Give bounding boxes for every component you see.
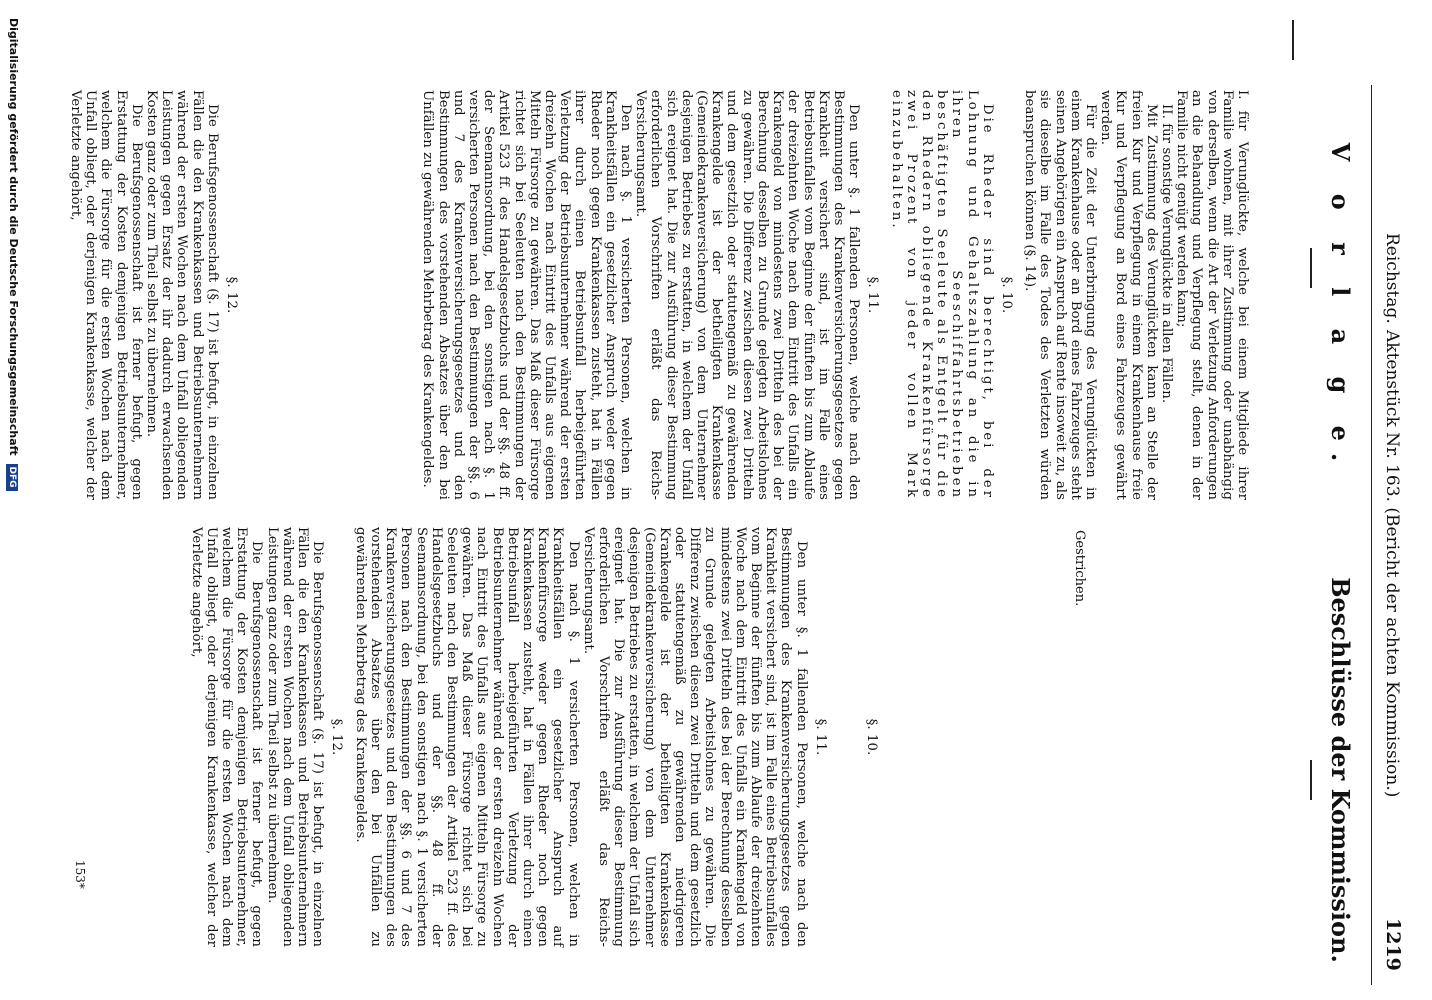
section-heading: §. 12. [329,718,345,756]
section-heading: §. 10. [998,276,1014,314]
paragraph: Den unter §. 1 fallenden Personen, welche nach den Bestimmungen des Krankenversicherungsgesetzes gegen Krankheit versichert sind, ist im Falle eines Betriebsunfalles vom Beginne der fünften bis zum Ablaufe der dreizehnten Woche nach dem Eintritt des Unfalls ein Krankengeld von mindestens zwei Dritteln des bei der Berechnung desselben zu Grunde gelegten Arbeitslohnes zu gewähren. Die Differenz zwischen diesen zwei Dritteln und dem gesetzlich oder statutengemäß zu gewährenden Krankengelde ist der betheiligten Krankenkasse (Gemeindekrankenversicherung) von dem Unternehmer desjenigen Betriebes zu erstatten, in welchem der Unfall sich ereignet hat. Die zur Ausführung dieser Bestimmung erforderlichen Vorschriften erläßt das Reichs-Versicherungsamt. [633,90,862,500]
paragraph: Den nach §. 1 versicherten Personen, welchen in Krankheitsfällen ein gesetzlicher Anspruch weder gegen Rheder noch gegen Krankenkassen zusteht, hat in Fällen ihrer durch einen Betriebsunfall herbeigeführten Verletzung der Betriebsunternehmer während der ersten dreizehn Wochen nach Eintritt des Unfalls aus eigenen Mitteln Fürsorge zu gewähren. Das Maß dieser Fürsorge richtet sich bei Seeleuten nach den Bestimmungen der Artikel 523 ff. des Handelsgesetzbuchs und der §§. 48 ff. der Seemannsordnung, bei den sonstigen nach §. 1 versicherten Personen nach den Bestimmungen der §§. 6 und 7 des Krankenversicherungsgesetzes und den Bestimmungen des vorstehenden Absatzes über den bei Unfällen zu gewährenden Mehrbetrag des Krankengeldes. [420,90,634,500]
section-heading: §. 11. [812,718,828,756]
page-header [1378,0,1418,1000]
right-column [188,527,887,947]
section-heading: §. 10. [864,718,879,756]
paragraph: Den nach §. 1 versicherten Personen, welchen in Krankheitsfällen ein gesetzlicher Anspruch auf Krankenfürsorge weder gegen Rheder noch gegen Krankenkassen zusteht, hat in Fällen ihrer durch einen Betriebsunfall herbeigeführten Verletzung der Betriebsunternehmer während der ersten dreizehn Wochen nach Eintritt des Unfalls aus eigenen Mitteln Fürsorge zu gewähren. Das Maß dieser Fürsorge richtet sich bei Seeleuten nach den Bestimmungen der Artikel 523 ff. des Handelsgesetzbuchs und der §§. 48 ff. der Seemannsordnung, bei den sonstigen nach §. 1 versicherten Personen nach den Bestimmungen der §§. 6 und 7 des Krankenversicherungsgesetzes und den Bestimmungen des vorstehenden Absatzes über den bei Unfällen zu gewährenden Mehrbetrag des Krankengeldes. [352,527,581,947]
left-title-rule [1310,248,1312,288]
right-column-title: Beschlüsse der Kommission. [1326,577,1355,963]
header-rule [1371,85,1372,985]
section-heading: §. 11. [865,276,881,314]
paragraph: Für die Zeit der Unterbringung des Verunglückten in einem Krankenhause oder an Bord eines Fahrzeuges steht seinen Angehörigen ein Anspruch auf Rente insoweit zu, als sie dieselbe im Falle des Todes des Verletzten würden beanspruchen können (§. 14). [1022,90,1098,500]
paragraph: Die Berufsgenossenschaft ist ferner befugt, gegen Erstattung der Kosten demjenigen Betriebsunternehmer, welchem die Fürsorge für die ersten Wochen nach dem Unfall obliegt, oder derjenigen Krankenkasse, welcher der Verletzte angehört, [67,90,144,500]
paragraph: I. für Verunglückte, welche bei einem Mitgliede ihrer Familie wohnen, mit ihrer Zustimmung oder unabhängig von derselben, wenn die Art der Verletzung Anforderungen an die Behandlung und Verpflegung stellt, denen in der Familie nicht genügt werden kann; [1174,90,1250,500]
left-column-part-b [68,90,247,500]
digitization-credit-text: Digitalisierung gefördert durch die Deutsche Forschungsgemeinschaft [7,18,20,456]
paragraph: Die Rheder sind berechtigt, bei der Lohnung und Gehaltszahlung an die in ihren Seeschiffahrtsbetrieben beschäftigten Seeleute als Entgelt für die den Rhedern obliegende Krankenfürsorge zwei Prozent von jeder vollen Mark einzubehalten. [888,90,995,500]
left-column-title: V o r l a g e. [1326,142,1355,474]
paragraph: Die Berufsgenossenschaft (§. 17) ist befugt, in einzelnen Fällen die den Krankenkassen und Betriebsunternehmern während der ersten Wochen nach dem Unfall obliegenden Leistungen gegen Ersatz der ihr dadurch erwachsenden Kosten ganz oder zum Theil selbst zu übernehmen. [143,90,220,500]
gestrichen-note: Gestrichen. [1072,530,1087,607]
paragraph: Mit Zustimmung des Verunglückten kann an Stelle der freien Kur und Verpflegung in einem Krankenhause freie Kur und Verpflegung an Bord eines Fahrzeuges gewährt werden. [1098,90,1159,500]
paragraph: Die Berufsgenossenschaft (§. 17) ist befugt, in einzelnen Fällen die den Krankenkassen und Betriebsunternehmern während der ersten Wochen nach dem Unfall obliegenden Leistungen ganz oder zum Theil selbst zu übernehmen. [264,527,326,947]
page-number: 1219 [1382,918,1404,971]
dfg-logo: DFG [6,464,18,491]
top-left-rule [1292,20,1294,60]
page-footer-signature: 153* [73,860,87,889]
digitization-credit [7,18,20,491]
section-heading: §. 12. [224,276,239,314]
paragraph: II. für sonstige Verunglückte in allen Fällen. [1158,104,1174,404]
paragraph: Die Berufsgenossenschaft ist ferner befugt, gegen Erstattung der Kosten demjenigen Betriebsunternehmer, welchem die Fürsorge für die ersten Wochen nach dem Unfall obliegt, oder derjenigen Krankenkasse, welcher der Verletzte angehört, [188,527,265,947]
header-reichstag: Reichstag. [1382,233,1402,324]
right-title-rule [1310,760,1312,800]
paragraph: Den unter §. 1 fallenden Personen, welche nach den Bestimmungen des Krankenversicherungsgesetzes gegen Krankheit versichert sind, ist im Falle eines Betriebsunfalles vom Beginne der fünften bis zum Ablaufe der dreizehnten Woche nach dem Eintritt des Unfalls ein Krankengeld von mindestens zwei Dritteln des bei der Berechnung desselben zu Grunde gelegten Arbeitslohnes zu gewähren. Die Differenz zwischen diesen zwei Dritteln und dem gesetzlich oder statutengemäß zu gewährenden niedrigeren Krankengelde ist der betheiligten Krankenkasse (Gemeindekrankenversicherung) von dem Unternehmer desjenigen Betriebes zu erstatten, in welchem der Unfall sich ereignet hat. Die zur Ausführung dieser Bestimmung erforderlichen Vorschriften erläßt das Reichs-Versicherungsamt. [580,527,809,947]
left-column-part-a [420,90,1250,500]
header-title: Aktenstück Nr. 163. (Bericht der achten Kommission.) [1382,330,1402,798]
